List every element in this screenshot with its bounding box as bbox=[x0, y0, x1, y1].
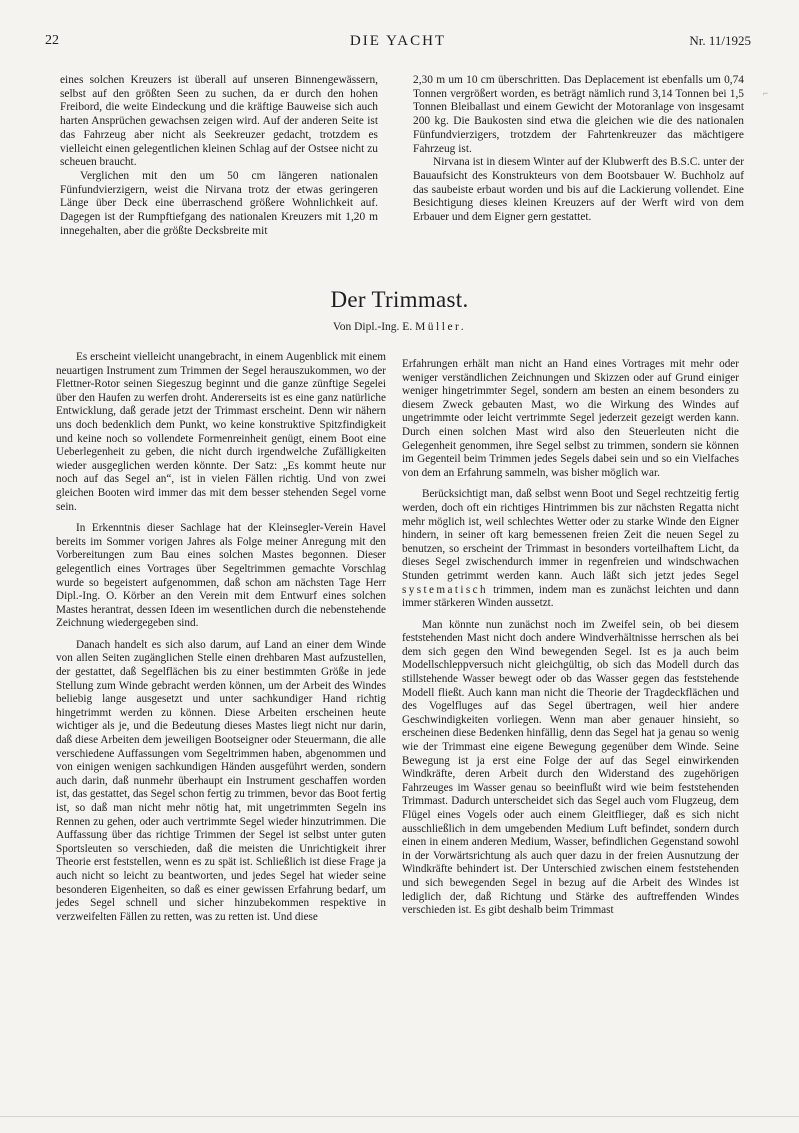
paragraph: Nirvana ist in diesem Winter auf der Klubwerft des B.S.C. unter der Bauaufsicht des Konstrukteurs von dem Bootsbauer W. Buchholz auf das saubeiste erbaut worden und bis auf die Lackierung vollendet. Eine Besichtigung dieses kleinen Kreuzers auf der Werft wird von dem Erbauer und dem Eigner gern gestattet. bbox=[413, 156, 744, 224]
article-title: Der Trimmast. bbox=[330, 287, 469, 312]
magazine-title: DIE YACHT bbox=[349, 33, 447, 49]
previous-article-left-column bbox=[60, 74, 378, 238]
paragraph: 2,30 m um 10 cm überschritten. Das Deplacement ist ebenfalls um 0,74 Tonnen vergrößert worden, es beträgt nämlich rund 3,14 Tonnen bei 1,5 Tonnen Bleiballast und einem Gewicht der Motoranlage von insgesamt 200 kg. Die Baukosten sind etwa die gleichen wie die des nationalen Fünfundvierzigers, trotzdem der Fahrtenkreuzer das mächtigere Fahrzeug ist. bbox=[413, 74, 744, 155]
byline-prefix: Von Dipl.-Ing. E. bbox=[332, 321, 413, 333]
page-header bbox=[45, 33, 751, 55]
paragraph-text: trimmen, indem man es zunächst leichten und dann immer stärkeren Winden aussetzt. bbox=[402, 583, 740, 610]
article-left-column bbox=[56, 351, 386, 924]
article-right-column bbox=[402, 358, 739, 918]
page-bottom-edge bbox=[0, 1116, 799, 1117]
paragraph: eines solchen Kreuzers ist überall auf unseren Binnengewässern, selbst auf den größten Seen zu suchen, da er durch den hohen Freibord, die weite Eindeckung und die kräftige Bauweise sich auch harten Ansprüchen gewachsen zeigen wird. Auf der anderen Seite ist das Fahrzeug aber nicht als Seekreuzer gedacht, trotzdem es vielleicht einen gelegentlichen kleinen Schlag auf der Ostsee nicht zu scheuen braucht. bbox=[60, 74, 378, 169]
issue-number: Nr. 11/1925 bbox=[689, 33, 751, 48]
paragraph: Es erscheint vielleicht unangebracht, in einem Augenblick mit einem neuartigen Instrument zum Trimmen der Segel herauszukommen, wo der Flettner-Rotor seinen Siegeszug beginnt und die ganze zünftige Segelei über den Haufen zu werfen droht. Andererseits ist es eine ganz natürliche Entwicklung, daß gerade jetzt der Trimmast erscheint. Denn wir nähern uns doch bedenklich dem Punkt, wo keine konstruktive Spitzfindigkeit und keine noch so vollendete Formenreinheit genügt, einem Boot eine Ueberlegenheit zu geben, die nicht durch irgendwelche Zufälligkeiten wieder ausgeglichen werden könnte. Der Satz: „Es kommt heute nur noch auf das Segel an“, ist in vielen Fällen richtig. Und von zwei gleichen Booten wird immer das mit dem besser stehenden Segel vorne sein. bbox=[56, 351, 386, 513]
paragraph: In Erkenntnis dieser Sachlage hat der Kleinsegler-Verein Havel bereits im Sommer vorigen Jahres als Folge meiner Anregung mit den Vorbereitungen zum Bau eines solchen Mastes begonnen. Dieser gelegentlich eines Vortrages über Segeltrimmen gemachte Vorschlag wurde so begeistert aufgenommen, daß schon am nächsten Tage Herr Dipl.-Ing. O. Körber an den Verein mit dem Entwurf eines solchen Mastes herantrat, dessen Ideen im wesentlichen durch die nebenstehende Zeichnung wiedergegeben sind. bbox=[56, 522, 386, 630]
author-name: Müller. bbox=[415, 321, 467, 333]
page-number: 22 bbox=[45, 33, 59, 48]
emphasized-word: systematisch bbox=[402, 583, 488, 596]
paragraph-text: Berücksichtigt man, daß selbst wenn Boot und Segel rechtzeitig fertig werden, doch oft ein richtiges Hintrimmen bis zur nächsten Regatta nicht mehr möglich ist, weil schlechtes Wetter oder zu starke Winde den Eigner hindern, in seiner oft karg bemessenen freien Zeit die neuen Segel zu benutzen, so erscheint der Trimmast in besonders vorteilhaftem Licht, da dieses Segel zwischendurch immer in regenfreien und windschwachen Stunden getrimmt werden kann. Auch läßt sich jetzt jedes Segel bbox=[402, 488, 739, 582]
paragraph: Man könnte nun zunächst noch im Zweifel sein, ob bei diesem feststehenden Mast nicht doch andere Windverhältnisse herrschen als bei dem sich gegen den Wind bewegenden Segel. Ist es ja auch beim Modellschleppversuch nicht gleichgültig, ob sich das Modell durch das stillstehende Wasser bewegt oder ob das Wasser gegen das feststehende Modell fließt. Auch kann man nicht die Theorie der Tragdeckflächen und des Vogelfluges auf das Segel übertragen, weil hier andere Geschwindigkeiten vorliegen. Wenn man aber genauer hinsieht, so erscheinen diese Bedenken hinfällig, denn das Segel hat ja genau so wenig wie der Trimmast eine eigene Bewegung gegenüber dem Winde. Seine Bewegung ist ja erst eine Folge der auf das Segel einwirkenden Windkräfte, deren Arbeit durch den Widerstand des zugehörigen Fahrzeuges im Wasser genau so beeinflußt wird wie beim feststehenden Trimmast. Dadurch unterscheidet sich das Segel auch vom Flugzeug, dem Flügel eines Vogels oder auch einem Gleitflieger, daß es sich nicht ausschließlich in dem umgebenden Medium Luft befindet, sondern durch einen in einem anderen Medium, Wasser, befindlichen Gegenstand sowohl in der Vorwärtsrichtung als auch quer dazu in der freien Ausnutzung der Windkräfte behindert ist. Der Unterschied zwischen einem feststehenden und sich bewegenden Segel in bezug auf die Arbeit des Windes ist lediglich der, daß Richtung und Stärke des auftreffenden Windes verschieden ist. Es gibt deshalb beim Trimmast bbox=[402, 618, 739, 917]
margin-mark: ⌐ bbox=[763, 88, 769, 98]
paragraph: Danach handelt es sich also darum, auf Land an einer dem Winde von allen Seiten zugänglichen Stelle einen drehbaren Mast aufzustellen, der gestattet, daß Segelflächen bis zu einer bestimmten Größe in jede Stellung zum Winde gebracht werden können, um der Arbeit des Windes beliebig lange ausgesetzt und unter sachkundiger Hand richtig hingetrimmt werden zu können. Diese Arbeiten erscheinen heute wichtiger als je, und die Bedeutung dieses Mastes liegt nicht nur darin, daß diese Arbeiten dem jeweiligen Bootseigner oder Steuermann, die alle verschiedene Auffassungen vom Segeltrimmen haben, abgenommen und von einigen wenigen sachkundigen Händen ausgeführt werden, sondern auch darin, daß nunmehr überhaupt ein Instrument geschaffen worden ist, das gestattet, das Segel schon fertig zu trimmen, bevor das Boot fertig ist, so daß man nicht mehr nötig hat, mit ungetrimmten Segeln ins Rennen zu gehen, oder auch vertrimmte Segel wieder hinzutrimmen. Die Auffassung über das richtige Trimmen der Segel ist selbst unter guten Sportsleuten so verschieden, daß die meisten die Unrichtigkeit ihrer Theorie erst feststellen, wenn es zu spät ist. Schließlich ist diese Frage ja auch nicht so leicht zu beantworten, und jedes Segel hat wieder seine besonderen Eigenheiten, so daß es einer gewissen Erfahrung bedarf, um jedes Segel schnell und sicher hinzubekommen respektive in verzweifelten Fällen zu retten, was zu retten ist. Und diese bbox=[56, 638, 386, 923]
paragraph: Verglichen mit den um 50 cm längeren nationalen Fünfundvierzigern, weist die Nirvana trotz der etwas geringeren Länge über Deck eine überraschend größere Wohnlichkeit auf. Dagegen ist der Rumpftiefgang des nationalen Kreuzers mit 1,20 m innegehalten, aber die größte Decksbreite mit bbox=[60, 169, 378, 237]
paragraph: Erfahrungen erhält man nicht an Hand eines Vortrages mit mehr oder weniger verständlichen Zeichnungen und Skizzen oder auf Grund einiger weniger hingetrimmter Segel, sondern am besten an einem besonders zu diesem Zweck gebauten Mast, wo die Wirkung des Windes auf ungetrimmte oder leicht vertrimmte Segel jederzeit gezeigt werden kann. Durch einen solchen Mast wird also den Steuerleuten nicht die Gelegenheit genommen, ihre Segel selbst zu trimmen, sondern sie können im Gegenteil beim Trimmen jedes Segels dabei sein und so ein Vielfaches von dem an Erfahrung sammeln, was bisher möglich war. bbox=[402, 358, 739, 479]
article-byline bbox=[0, 321, 799, 333]
previous-article-right-column bbox=[413, 74, 744, 225]
paragraph bbox=[402, 488, 739, 610]
